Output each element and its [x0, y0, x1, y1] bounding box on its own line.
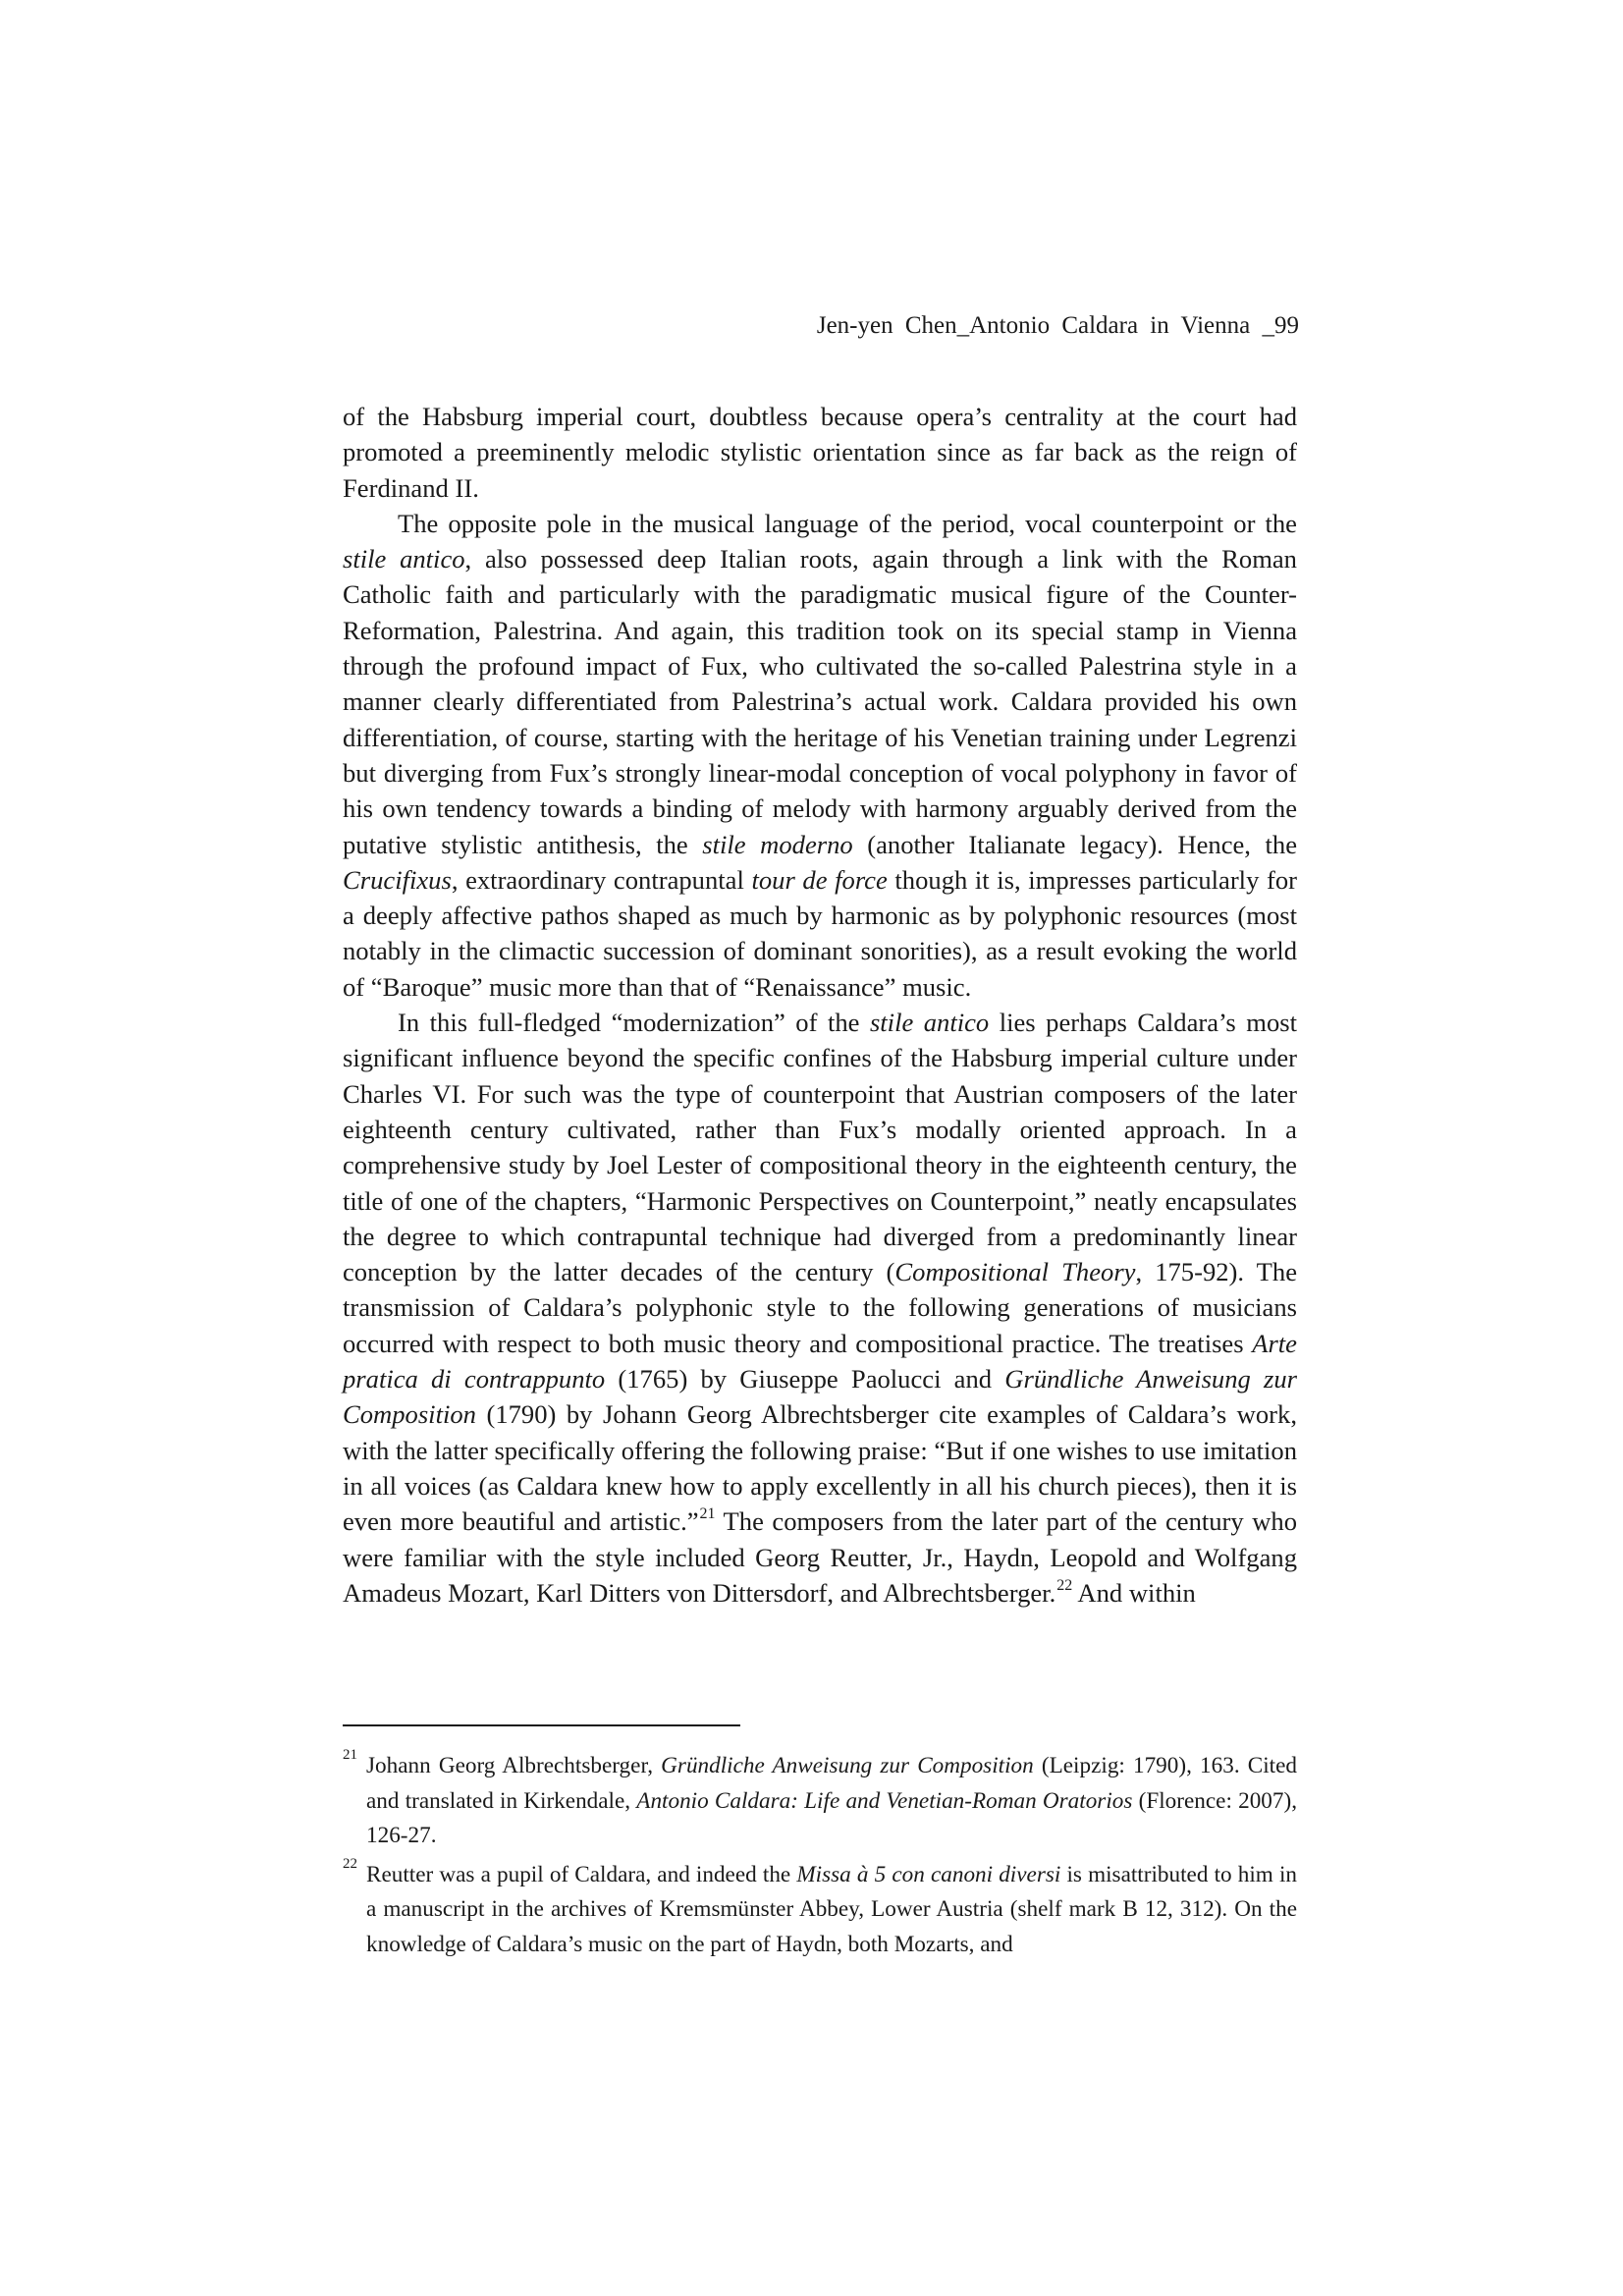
- paragraph: [343, 506, 1297, 1005]
- footnotes: [343, 1749, 1297, 1966]
- italic-text: stile antico: [343, 544, 465, 574]
- italic-text: Missa à 5 con canoni diversi: [796, 1861, 1061, 1887]
- text-segment: (1765) by Giuseppe Paolucci and: [605, 1364, 1005, 1394]
- italic-text: stile antico: [869, 1008, 990, 1038]
- text-segment: (1790) by Johann Georg Albrechtsberger cite examples of Caldara’s work, with the latter specifically offering the following praise: “But if one wishes to use imitation in all voices (as Caldara knew how to apply excellently in all his church pieces), then it is even more beautiful and artistic.”: [343, 1399, 1297, 1537]
- text-segment: , extraordinary contrapuntal: [451, 864, 752, 895]
- body-text: [343, 399, 1297, 1611]
- text-segment: In this full-fledged “modernization” of the: [398, 1008, 870, 1038]
- italic-text: stile moderno: [702, 829, 853, 859]
- text-segment: lies perhaps Caldara’s most significant influence beyond the specific confines of the Habsburg imperial culture under Charles VI. For such was the type of counterpoint that Austrian composers of the later eighteenth century cultivated, rather than Fux’s modally oriented approach. In a comprehensive study by Joel Lester of compositional theory in the eighteenth century, the title of one of the chapters, “Harmonic Perspectives on Counterpoint,” neatly encapsulates the degree to which contrapuntal technique had diverged from a predominantly linear conception by the latter decades of the century (: [343, 1008, 1297, 1287]
- italic-text: Gründliche Anweisung zur Composition: [343, 1364, 1298, 1430]
- text-segment: The composers from the later part of the century who were familiar with the style included Georg Reutter, Jr., Haydn, Leopold and Wolfgang Amadeus Mozart, Karl Ditters von Dittersdorf, and Albrechtsberger.: [343, 1506, 1297, 1608]
- text-segment: And within: [1072, 1577, 1196, 1608]
- footnote-reference: 22: [1056, 1576, 1073, 1594]
- paragraph: [343, 1005, 1297, 1611]
- italic-text: Crucifixus: [343, 864, 452, 895]
- italic-text: Compositional Theory: [894, 1257, 1136, 1287]
- footnote-number: 21: [343, 1747, 357, 1763]
- text-segment: of the Habsburg imperial court, doubtless because opera’s centrality at the court had promoted a preeminently melodic stylistic orientation since as far back as the reign of Ferdinand II.: [343, 402, 1297, 503]
- text-segment: is misattributed to him in a manuscript in the archives of Kremsmünster Abbey, Lower Austria (shelf mark B 12, 312). On the knowledge of Caldara’s music on the part of Haydn, both Mozarts, and: [366, 1861, 1297, 1957]
- text-segment: (Leipzig: 1790), 163. Cited and translated in Kirkendale,: [366, 1753, 1297, 1814]
- text-segment: though it is, impresses particularly for a deeply affective pathos shaped as much by harmonic as by polyphonic resources (most notably in the climactic succession of dominant sonorities), as a result evoking the world of “Baroque” music more than that of “Renaissance” music.: [343, 864, 1297, 1002]
- text-segment: , 175-92). The transmission of Caldara’s polyphonic style to the following generations of musicians occurred with respect to both music theory and compositional practice. The treatises: [343, 1257, 1297, 1358]
- footnote-number: 22: [343, 1855, 357, 1872]
- text-segment: (Florence: 2007), 126-27.: [366, 1787, 1297, 1848]
- paragraph: [343, 399, 1297, 506]
- text-segment: The opposite pole in the musical language of the period, vocal counterpoint or the: [398, 508, 1297, 538]
- italic-text: tour de force: [751, 864, 888, 895]
- footnote-reference: 21: [699, 1505, 716, 1523]
- text-segment: Johann Georg Albrechtsberger,: [366, 1753, 662, 1778]
- italic-text: Gründliche Anweisung zur Composition: [661, 1753, 1034, 1778]
- text-segment: Reutter was a pupil of Caldara, and indeed the: [366, 1861, 797, 1887]
- italic-text: Antonio Caldara: Life and Venetian-Roman Oratorios: [636, 1787, 1133, 1814]
- footnote: [343, 1749, 1297, 1854]
- running-head: Jen-yen Chen_Antonio Caldara in Vienna _99: [816, 312, 1299, 339]
- footnote: [343, 1855, 1297, 1963]
- text-segment: , also possessed deep Italian roots, again through a link with the Roman Catholic faith and particularly with the paradigmatic musical figure of the Counter-Reformation, Palestrina. And again, this tradition took on its special stamp in Vienna through the profound impact of Fux, who cultivated the so-called Palestrina style in a manner clearly differentiated from Palestrina’s actual work. Caldara provided his own differentiation, of course, starting with the heritage of his Venetian training under Legrenzi but diverging from Fux’s strongly linear-modal conception of vocal polyphony in favor of his own tendency towards a binding of melody with harmony arguably derived from the putative stylistic antithesis, the: [343, 544, 1297, 859]
- italic-text: Arte pratica di contrappunto: [343, 1328, 1297, 1394]
- text-segment: (another Italianate legacy). Hence, the: [852, 829, 1297, 859]
- footnote-separator: [343, 1724, 740, 1726]
